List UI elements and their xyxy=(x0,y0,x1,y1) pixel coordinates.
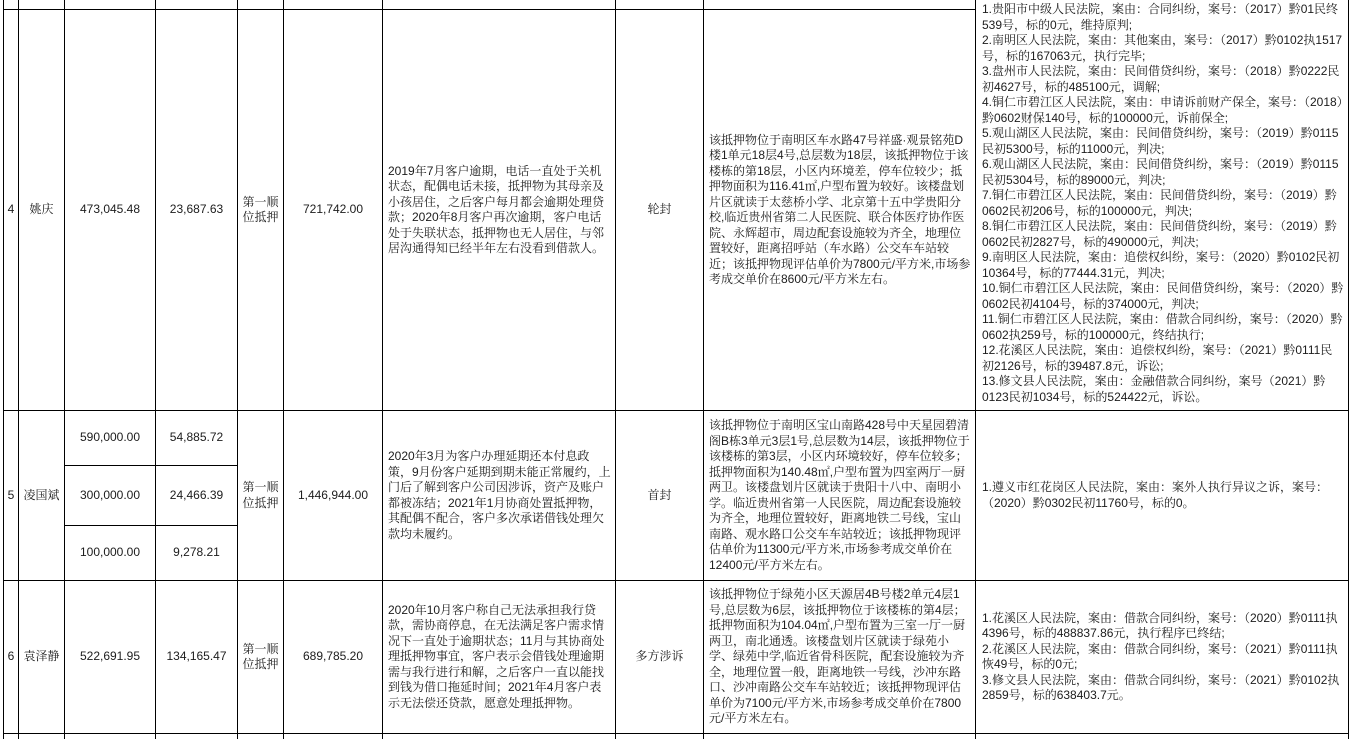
court-case: 2.花溪区人民法院，案由：借款合同纠纷，案号：（2021）黔0111执恢49号，标的0元; xyxy=(982,641,1338,671)
row5-court-cases-cell[interactable] xyxy=(976,411,1348,580)
row5-principal-cell-2[interactable] xyxy=(65,466,155,525)
row6-mortgage-rank-cell[interactable] xyxy=(238,581,283,733)
principal-amount: 522,691.95 xyxy=(79,649,141,664)
row6-interest-cell[interactable] xyxy=(156,581,237,733)
mortgage-rank: 第一顺位抵押 xyxy=(242,641,279,671)
row-number: 5 xyxy=(7,487,15,502)
court-case: 12.花溪区人民法院，案由：追偿权纠纷，案号：（2021）黔0111民初2126号，标的39487.8元，诉讼; xyxy=(982,343,1333,373)
row5-number-cell[interactable] xyxy=(4,411,18,580)
borrower-name: 凌国斌 xyxy=(23,487,60,502)
court-case: 3.修文县人民法院，案由：借款合同纠纷，案号：（2021）黔0102执2859号，标的638403.7元。 xyxy=(982,672,1340,702)
row5-interest-cell-1[interactable] xyxy=(156,411,237,465)
mortgage-rank: 第一顺位抵押 xyxy=(242,194,279,224)
principal-amount: 100,000.00 xyxy=(79,545,141,560)
borrower-name: 姚庆 xyxy=(29,202,54,217)
row6-property-desc-cell[interactable] xyxy=(704,581,975,733)
court-case: 3.盘州市人民法院，案由：民间借贷纠纷，案号：（2018）黔0222民初4627号，标的485100元，调解; xyxy=(982,64,1340,94)
row6-number-cell[interactable] xyxy=(4,581,18,733)
row4-name-cell[interactable] xyxy=(19,10,64,410)
row6-collection-note-cell[interactable] xyxy=(383,581,615,733)
mortgage-rank: 第一顺位抵押 xyxy=(242,480,279,510)
row6-total-cell[interactable] xyxy=(284,581,382,733)
row5-seal-status-cell[interactable] xyxy=(616,411,703,580)
row-number: 4 xyxy=(7,202,15,217)
court-case: 1.遵义市红花岗区人民法院，案由：案外人执行异议之诉，案号：（2020）黔0302民初11760号，标的0。 xyxy=(982,480,1329,510)
court-case: 1.花溪区人民法院，案由：借款合同纠纷，案号：（2020）黔0111执4396号，标的488837.86元，执行程序已终结; xyxy=(982,610,1338,640)
row4-property-desc-cell[interactable] xyxy=(704,10,975,410)
principal-amount: 300,000.00 xyxy=(79,487,141,502)
row6-name-cell[interactable] xyxy=(19,581,64,733)
borrower-name: 袁泽静 xyxy=(23,649,60,664)
seal-status: 轮封 xyxy=(647,202,672,217)
row5-name-cell[interactable] xyxy=(19,411,64,580)
court-case: 7.铜仁市碧江区人民法院，案由：民间借贷纠纷，案号：（2019）黔0602民初206号，标的100000元，判决; xyxy=(982,188,1337,218)
court-case: 9.南明区人民法院，案由：追偿权纠纷，案号：（2020）黔0102民初10364号，标的77444.31元，判决; xyxy=(982,250,1340,280)
court-case: 11.铜仁市碧江区人民法院，案由：借款合同纠纷，案号：（2020）黔0602执259号，标的100000元，终结执行; xyxy=(982,312,1343,342)
court-case: 1.贵阳市中级人民法院，案由：合同纠纷，案号：（2017）黔01民终539号，标的0元，维持原判; xyxy=(982,2,1339,32)
interest-amount: 54,885.72 xyxy=(169,430,224,445)
row5-mortgage-rank-cell[interactable] xyxy=(238,411,283,580)
seal-status: 多方涉诉 xyxy=(635,649,684,664)
court-case: 5.观山湖区人民法院，案由：民间借贷纠纷，案号：（2019）黔0115民初5300号，标的11000元，判决; xyxy=(982,126,1339,156)
row5-interest-cell-2[interactable] xyxy=(156,466,237,525)
interest-amount: 23,687.63 xyxy=(169,202,224,217)
court-case: 2.南明区人民法院，案由：其他案由，案号：（2017）黔0102执1517号，标的167063元，执行完毕; xyxy=(982,33,1343,63)
total-amount: 689,785.20 xyxy=(302,649,364,664)
property-description: 该抵押物位于南明区宝山南路428号中天星园碧清阁B栋3单元3层1号,总层数为14层，该抵押物位于该楼栋的第3层，小区内环境较好，停车位较多；抵押物面积为140.48㎡,户型布置为四室两厅一厨两卫。该楼盘划片区就读于贵阳十八中、南明小学。临近贵州省第一人民医院，周边配套设施较为齐全，地理位置较好，距离地铁二号线，宝山南路、观水路口公交车车站较近；该抵押物现评估单价为11300元/平方米,市场参考成交单价在12400元/平方米左右。 xyxy=(709,418,970,572)
collection-note: 2020年10月客户称自己无法承担我行贷款，需协商停息，在无法满足客户需求情况下一直处于逾期状态；11月与其协商处理抵押物事宜，客户表示会借钱处理逾期需与我行进行和解，之后客户一直以能找到钱为借口拖延时间；2021年4月客户表示无法偿还贷款，愿意处理抵押物。 xyxy=(388,602,605,710)
court-case: 4.铜仁市碧江区人民法院，案由：申请诉前财产保全，案号：（2018）黔0602财保140号，标的100000元，诉前保全; xyxy=(982,95,1343,125)
row4-total-cell[interactable] xyxy=(284,10,382,410)
row5-property-desc-cell[interactable] xyxy=(704,411,975,580)
gridline-h xyxy=(3,733,1349,734)
row4-court-cases-cell[interactable] xyxy=(976,0,1348,410)
court-case: 10.铜仁市碧江区人民法院，案由：民间借贷纠纷，案号：（2020）黔0602民初4104号，标的374000元，判决; xyxy=(982,281,1344,311)
property-description: 该抵押物位于南明区车水路47号祥盛·观景铭苑D楼1单元18层4号,总层数为18层，该抵押物位于该楼栋的第18层，小区内环境差，停车位较少；抵押物面积为116.41㎡,户型布置为较好。该楼盘划片区就读于太慈桥小学、北京第十五中学贵阳分校,临近贵州省第二人民医院、联合体医疗协作医院、永辉超市，周边配套设施较为齐全，地理位置较好，距离招呼站（车水路）公交车车站较近；该抵押物现评估单价为7800元/平方米,市场参考成交单价在8600元/平方米左右。 xyxy=(709,132,971,286)
row-number: 6 xyxy=(7,649,15,664)
court-case: 8.铜仁市碧江区人民法院，案由：民间借贷纠纷，案号：（2019）黔0602民初2827号，标的490000元，判决; xyxy=(982,219,1337,249)
interest-amount: 24,466.39 xyxy=(169,487,224,502)
row4-principal-cell[interactable] xyxy=(65,10,155,410)
row4-number-cell[interactable] xyxy=(4,10,18,410)
property-description: 该抵押物位于绿苑小区天源居4B号楼2单元4层1号,总层数为6层，该抵押物位于该楼栋的第4层；抵押物面积为104.04㎡,户型布置为三室一厅一厨两卫，南北通透。该楼盘划片区就读于绿苑小学、绿苑中学,临近省骨科医院，配套设施较为齐全，地理位置一般，距离地铁一号线，沙冲东路口、沙冲南路公交车车站较近；该抵押物现评估单价为7100元/平方米,市场参考成交单价在7800元/平方米左右。 xyxy=(709,587,966,726)
court-case: 6.观山湖区人民法院，案由：民间借贷纠纷，案号：（2019）黔0115民初5304号，标的89000元，判决; xyxy=(982,157,1339,187)
row6-principal-cell[interactable] xyxy=(65,581,155,733)
row5-principal-cell-1[interactable] xyxy=(65,411,155,465)
principal-amount: 590,000.00 xyxy=(79,430,141,445)
row5-interest-cell-3[interactable] xyxy=(156,526,237,580)
total-amount: 1,446,944.00 xyxy=(297,487,369,502)
interest-amount: 9,278.21 xyxy=(173,545,220,560)
collection-note: 2020年3月为客户办理延期还本付息政策，9月份客户延期到期未能正常履约，上门后了解到客户公司因涉诉，资产及账户都被冻结；2021年1月协商处置抵押物，其配偶不配合，客户多次承诺借钱处理欠款均未履约。 xyxy=(388,449,611,541)
collection-note: 2019年7月客户逾期，电话一直处于关机状态，配偶电话未接，抵押物为其母亲及小孩居住，之后客户每月都会逾期处理贷款；2020年8月客户再次逾期，客户电话处于失联状态，抵押物也无人居住，与邻居沟通得知已经半年左右没看到借款人。 xyxy=(388,163,605,255)
row4-mortgage-rank-cell[interactable] xyxy=(238,10,283,410)
gridline-v xyxy=(1348,0,1349,739)
row6-seal-status-cell[interactable] xyxy=(616,581,703,733)
total-amount: 721,742.00 xyxy=(302,202,364,217)
interest-amount: 134,165.47 xyxy=(166,649,227,664)
row4-interest-cell[interactable] xyxy=(156,10,237,410)
row5-total-cell[interactable] xyxy=(284,411,382,580)
row5-collection-note-cell[interactable] xyxy=(383,411,615,580)
row5-principal-cell-3[interactable] xyxy=(65,526,155,580)
seal-status: 首封 xyxy=(647,487,672,502)
principal-amount: 473,045.48 xyxy=(79,202,141,217)
court-case: 13.修文县人民法院，案由：金融借款合同纠纷，案号（2021）黔0123民初1034号，标的524422元，诉讼。 xyxy=(982,374,1326,404)
row6-court-cases-cell[interactable] xyxy=(976,581,1348,733)
row4-collection-note-cell[interactable] xyxy=(383,10,615,410)
row4-seal-status-cell[interactable] xyxy=(616,10,703,410)
